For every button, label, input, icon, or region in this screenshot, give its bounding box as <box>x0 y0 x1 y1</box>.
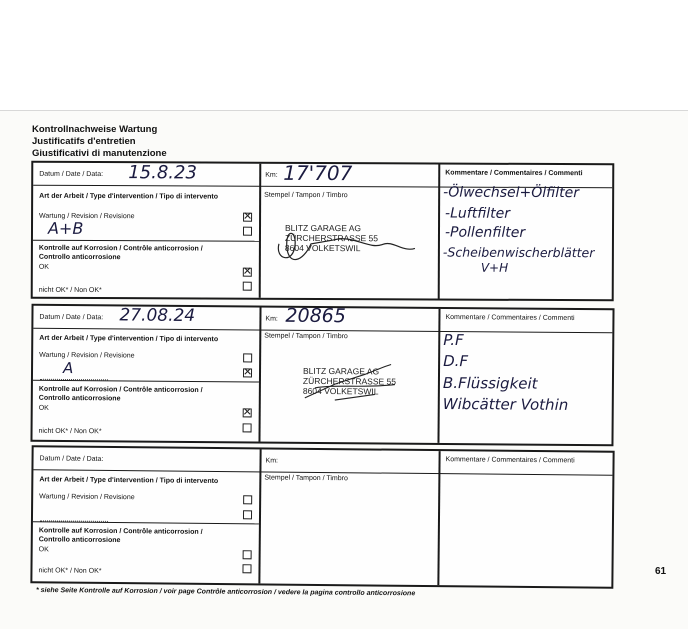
comment-line-1: -Ölwechsel+Ölfilter <box>443 184 580 202</box>
revision-checkbox-2[interactable] <box>243 227 252 236</box>
maintenance-entry-2 <box>30 304 614 447</box>
ok-label: OK <box>38 263 49 271</box>
column-divider <box>258 449 261 583</box>
not-ok-label: nicht OK* / Non OK* <box>38 567 102 575</box>
date-value: 27.08.24 <box>119 305 196 326</box>
date-label: Datum / Date / Data: <box>39 170 104 179</box>
stamp-city: 8604 VOLKETSWIL <box>302 385 379 397</box>
revision-label: Wartung / Revision / Revisione <box>39 493 135 502</box>
maintenance-entry-1 <box>31 161 615 302</box>
revision-checkbox[interactable] <box>243 213 252 222</box>
km-value: 20865 <box>285 304 347 328</box>
comments-label: Kommentare / Commentaires / Commenti <box>445 313 575 322</box>
ok-checkbox[interactable] <box>243 268 252 277</box>
corrosion-label: Kontrolle auf Korrosion / Contrôle anticorrosion / <box>38 385 203 395</box>
ok-checkbox[interactable] <box>243 550 252 559</box>
page-header <box>32 124 167 160</box>
header-line-2: Justificatifs d'entretien <box>32 136 136 147</box>
ok-checkbox[interactable] <box>243 408 252 417</box>
signature-scribble <box>273 214 423 275</box>
km-value: 17'707 <box>283 160 353 186</box>
stamp-label: Stempel / Tampon / Timbro <box>264 474 348 483</box>
stamp-street: ZÜRCHERSTRASSE 55 <box>284 232 379 244</box>
revision-label: Wartung / Revision / Revisione <box>39 351 135 360</box>
km-label: Km: <box>265 315 278 323</box>
revision-checkbox-2[interactable] <box>243 510 252 519</box>
header-line-1: Kontrollnachweise Wartung <box>32 124 158 135</box>
column-divider <box>438 165 440 299</box>
ok-label: OK <box>38 404 49 412</box>
ok-label: OK <box>38 546 49 554</box>
column-divider <box>437 451 440 585</box>
footnote: * siehe Seite Kontrolle auf Korrosion / voir page Contrôle anticorrosion / vedere la pagina controllo anticorrosione <box>35 587 416 598</box>
page-edge <box>0 110 688 111</box>
comments-label: Kommentare / Commentaires / Commenti <box>445 169 583 178</box>
column-divider <box>437 309 440 443</box>
stamp-label: Stempel / Tampon / Timbro <box>264 332 348 341</box>
not-ok-label: nicht OK* / Non OK* <box>38 286 102 295</box>
stamp-city: 8604 VOLKETSWIL <box>284 242 361 254</box>
corrosion-label-2: Controllo anticorrosione <box>38 253 121 262</box>
column-divider <box>259 164 261 298</box>
maintenance-entry-3 <box>30 445 614 589</box>
date-value: 15.8.23 <box>128 162 198 184</box>
stamp-label: Stempel / Tampon / Timbro <box>264 191 348 200</box>
not-ok-checkbox[interactable] <box>242 564 251 573</box>
corrosion-label-2: Controllo anticorrosione <box>38 394 121 403</box>
header-line-3: Giustificativi di manutenzione <box>32 148 167 159</box>
stamp-name: BLITZ GARAGE AG <box>284 222 362 234</box>
stamp-name: BLITZ GARAGE AG <box>302 365 380 377</box>
comment-line-4: -Scheibenwischerblätter <box>442 244 595 261</box>
stamp-street: ZÜRCHERSTRASSE 55 <box>302 375 397 387</box>
date-label: Datum / Date / Data: <box>39 455 104 463</box>
work-type-label: Art der Arbeit / Type d'intervention / Tipo di intervento <box>39 192 219 201</box>
row-divider <box>33 380 259 383</box>
corrosion-label: Kontrolle auf Korrosion / Contrôle anticorrosion / <box>38 244 203 253</box>
comment-line-3: -Pollenfilter <box>444 224 526 241</box>
not-ok-checkbox[interactable] <box>243 423 252 432</box>
comment-line-5: V+H <box>480 260 509 275</box>
row-divider <box>33 240 259 242</box>
comment-line-4: Wibcätter Vothin <box>442 394 569 414</box>
revision-label: Wartung / Revision / Revisione <box>39 212 135 221</box>
date-label: Datum / Date / Data: <box>39 313 104 322</box>
comment-line-2: D.F <box>443 351 469 371</box>
comment-line-2: -Luftfilter <box>445 205 511 222</box>
revision-checkbox[interactable] <box>243 353 252 362</box>
not-ok-checkbox[interactable] <box>243 282 252 291</box>
row-divider <box>33 521 259 524</box>
column-divider <box>258 308 261 442</box>
corrosion-label-2: Controllo anticorrosione <box>38 536 121 545</box>
comments-label: Kommentare / Commentaires / Commenti <box>445 456 575 465</box>
work-type-label: Art der Arbeit / Type d'intervention / Tipo di intervento <box>39 476 219 485</box>
corrosion-label: Kontrolle auf Korrosion / Contrôle anticorrosion / <box>38 527 203 536</box>
comment-line-3: B.Flüssigkeit <box>442 373 538 393</box>
page-number: 61 <box>655 566 667 577</box>
km-label: Km: <box>265 457 279 465</box>
work-value: A <box>62 358 74 378</box>
not-ok-label: nicht OK* / Non OK* <box>38 427 102 436</box>
work-value: A+B <box>47 218 84 238</box>
signature-scribble <box>295 354 425 411</box>
revision-checkbox[interactable] <box>243 495 252 504</box>
km-label: Km: <box>265 171 278 179</box>
work-type-label: Art der Arbeit / Type d'intervention / Tipo di intervento <box>39 334 219 344</box>
revision-checkbox-2[interactable] <box>243 368 252 377</box>
comment-line-1: P.F <box>443 330 464 350</box>
